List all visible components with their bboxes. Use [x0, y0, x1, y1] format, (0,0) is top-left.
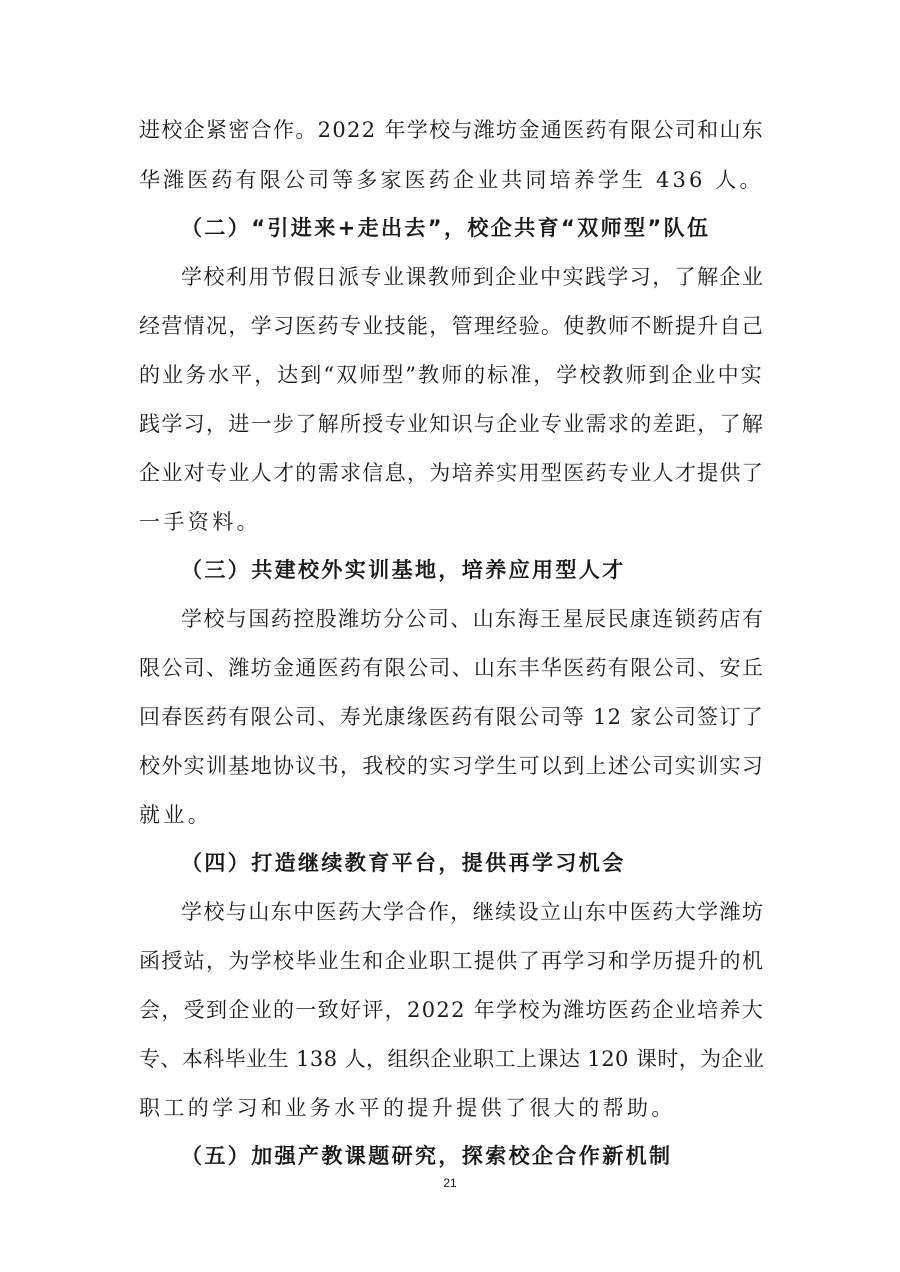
paragraph-line: 经营情况，学习医药专业技能，管理经验。使教师不断提升自己: [139, 314, 765, 338]
paragraph-line: 企业对专业人才的需求信息，为培养实用型医药专业人才提供了: [139, 461, 765, 485]
paragraph-line: 职工的学习和业务水平的提升提供了很大的帮助。: [139, 1096, 676, 1120]
paragraph-line: 专、本科毕业生 138 人，组织企业职工上课达 120 课时，为企业: [139, 1047, 765, 1071]
paragraph-line: 学校与山东中医药大学合作，继续设立山东中医药大学潍坊: [181, 900, 765, 924]
paragraph-line: 学校与国药控股潍坊分公司、山东海王星辰民康连锁药店有: [181, 607, 765, 631]
paragraph-line: 会，受到企业的一致好评，2022 年学校为潍坊医药企业培养大: [139, 998, 765, 1022]
paragraph-line: 就业。: [139, 803, 213, 827]
paragraph-line: 的业务水平，达到“双师型”教师的标准，学校教师到企业中实: [139, 363, 764, 387]
page-number: 21: [443, 1176, 457, 1190]
paragraph-line: 一手资料。: [139, 510, 261, 534]
section-heading-5: （五）加强产教课题研究，探索校企合作新机制: [181, 1144, 673, 1168]
paragraph-line: 回春医药有限公司、寿光康缘医药有限公司等 12 家公司签订了: [139, 705, 765, 729]
paragraph-line: 校外实训基地协议书，我校的实习学生可以到上述公司实训实习: [139, 754, 765, 778]
section-heading-3: （三）共建校外实训基地，培养应用型人才: [181, 558, 626, 582]
paragraph-line: 进校企紧密合作。2022 年学校与潍坊金通医药有限公司和山东: [139, 118, 765, 142]
paragraph-line: 函授站，为学校毕业生和企业职工提供了再学习和学历提升的机: [139, 949, 765, 973]
section-heading-2: （二）“引进来+走出去”，校企共育“双师型”队伍: [181, 216, 711, 240]
paragraph-line: 限公司、潍坊金通医药有限公司、山东丰华医药有限公司、安丘: [139, 656, 765, 680]
paragraph-line: 华潍医药有限公司等多家医药企业共同培养学生 436 人。: [139, 168, 764, 192]
paragraph-line: 践学习，进一步了解所授专业知识与企业专业需求的差距，了解: [139, 412, 765, 436]
paragraph-line: 学校利用节假日派专业课教师到企业中实践学习，了解企业: [181, 265, 765, 289]
section-heading-4: （四）打造继续教育平台，提供再学习机会: [181, 851, 626, 875]
